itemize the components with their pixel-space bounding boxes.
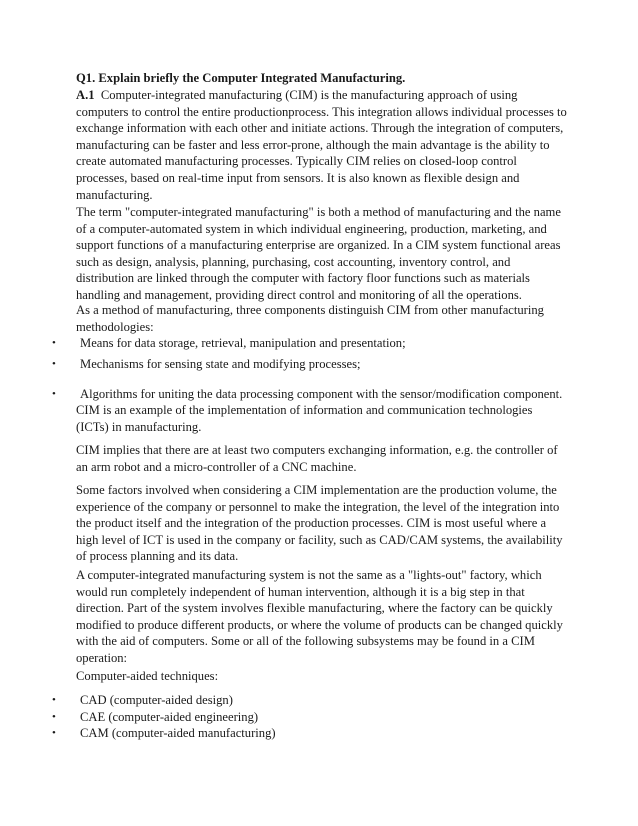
technique-item: CAD (computer-aided design) <box>80 693 233 707</box>
technique-item: CAM (computer-aided manufacturing) <box>80 726 276 740</box>
paragraph-techniques: Computer-aided techniques: <box>76 669 219 683</box>
paragraph-computers: CIM implies that there are at least two computers exchanging information, e.g. the controller of an arm robot and a micro-controller of a CNC machine. <box>76 443 558 474</box>
bullet-icon: • <box>52 727 56 739</box>
paragraph-ict: CIM is an example of the implementation of information and communication technologies (ICTs) in manufacturing. <box>76 403 533 434</box>
bullet-icon: • <box>52 358 56 370</box>
component-item: Mechanisms for sensing state and modifying processes; <box>80 357 361 371</box>
bullet-icon: • <box>52 388 56 400</box>
component-item: Means for data storage, retrieval, manipulation and presentation; <box>80 336 406 350</box>
bullet-icon: • <box>52 711 56 723</box>
answer-label: A.1 <box>76 88 95 102</box>
component-item: Algorithms for uniting the data processing component with the sensor/modification component. <box>80 387 563 401</box>
bullet-icon: • <box>52 694 56 706</box>
answer-paragraph <box>76 87 568 203</box>
answer-text: Computer-integrated manufacturing (CIM) is the manufacturing approach of using computers to control the entire productionprocess. This integration allows individual processes to exchange information with each other and initiate actions. Through the integration of computers, manufacturing can be faster and less error-prone, although the main advantage is the ability to create automated manufacturing processes. Typically CIM relies on closed-loop control processes, based on real-time input from sensors. It is also known as flexible design and manufacturing. <box>76 88 567 202</box>
paragraph-term: The term "computer-integrated manufacturing" is both a method of manufacturing and the name of a computer-automated system in which individual engineering, production, marketing, and support functions of a manufacturing enterprise are organized. In a CIM system functional areas such as design, analysis, planning, purchasing, cost accounting, inventory control, and distribution are linked through the computer with factory floor functions such as materials handling and management, providing direct control and monitoring of all the operations. <box>76 205 561 302</box>
question-heading: Q1. Explain briefly the Computer Integrated Manufacturing. <box>76 71 406 85</box>
paragraph-factors: Some factors involved when considering a CIM implementation are the production volume, the experience of the company or personnel to make the integration, the level of the integration into the product itself and the integration of the production processes. CIM is most useful where a high level of ICT is used in the company or facility, such as CAD/CAM systems, the availability of process planning and its data. <box>76 483 563 564</box>
technique-item: CAE (computer-aided engineering) <box>80 710 259 724</box>
paragraph-method: As a method of manufacturing, three components distinguish CIM from other manufacturing methodologies: <box>76 303 544 334</box>
paragraph-lights-out: A computer-integrated manufacturing system is not the same as a "lights-out" factory, which would run completely independent of human intervention, although it is a big step in that direction. Part of the system involves flexible manufacturing, where the factory can be quickly modified to produce different products, or where the volume of products can be changed quickly with the aid of computers. Some or all of the following subsystems may be found in a CIM operation: <box>76 568 563 665</box>
bullet-icon: • <box>52 337 56 349</box>
